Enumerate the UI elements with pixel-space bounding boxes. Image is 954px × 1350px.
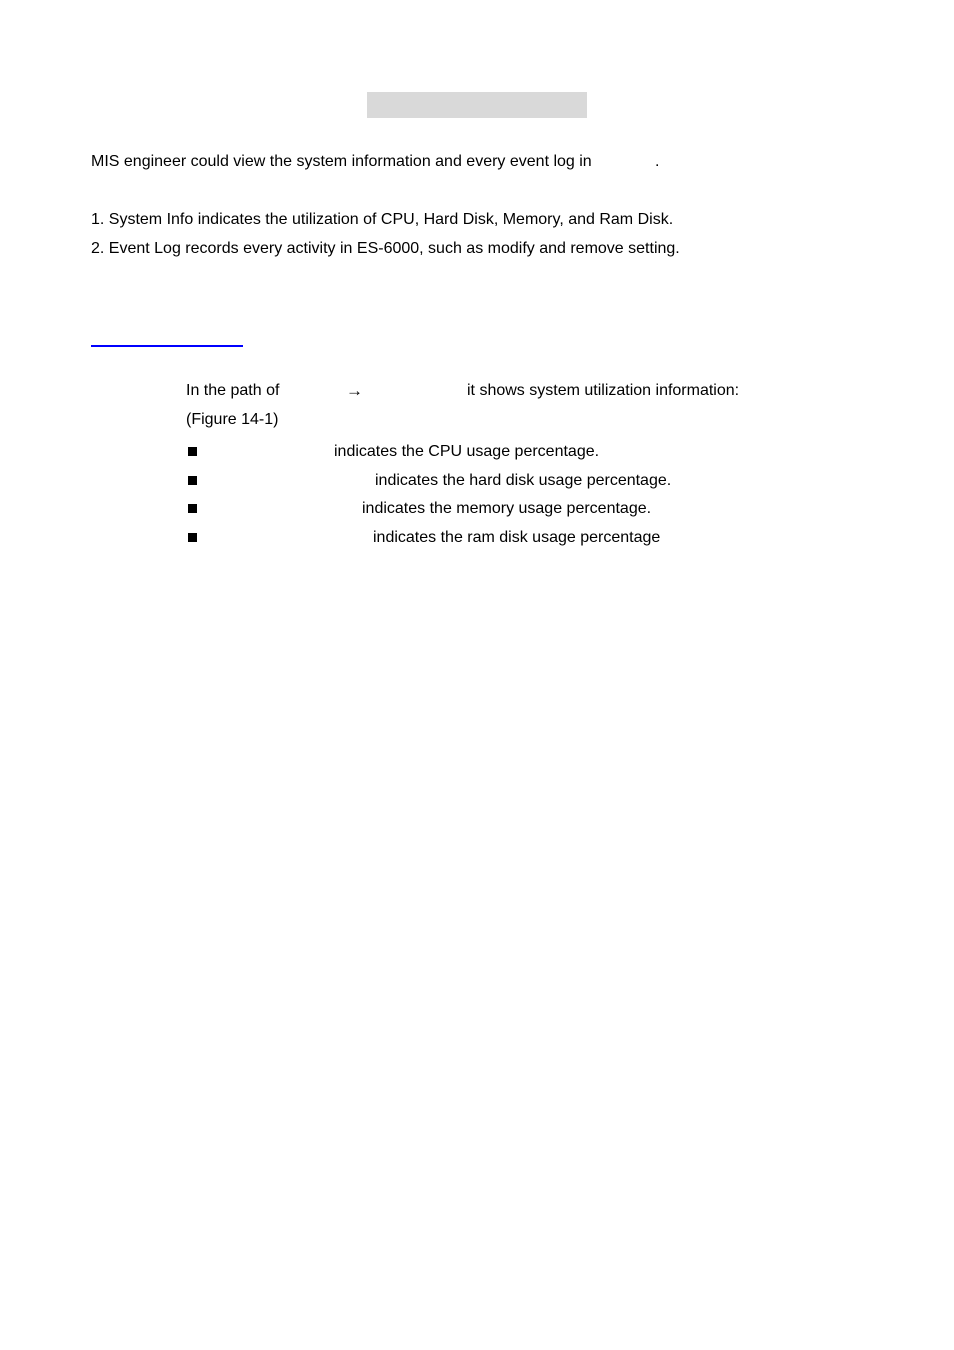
square-bullet-icon [188, 476, 197, 485]
path-suffix: it shows system utilization information: [467, 382, 740, 399]
intro-text: MIS engineer could view the system information and every event log in [91, 153, 592, 170]
section-link-underline[interactable] [91, 345, 243, 347]
list-item-event-log: 2. Event Log records every activity in ES-6000, such as modify and remove setting. [91, 240, 680, 257]
right-arrow-icon: → [346, 381, 363, 400]
bullet-cpu: indicates the CPU usage percentage. [334, 443, 600, 460]
path-prefix: In the path of [186, 382, 280, 399]
bullet-ram-disk: indicates the ram disk usage percentage [373, 529, 661, 546]
chapter-title-highlight [367, 92, 587, 118]
square-bullet-icon [188, 504, 197, 513]
intro-period: . [655, 153, 660, 170]
bullet-hard-disk: indicates the hard disk usage percentage. [375, 472, 672, 489]
bullet-memory: indicates the memory usage percentage. [362, 500, 652, 517]
figure-reference: (Figure 14-1) [186, 411, 279, 428]
square-bullet-icon [188, 447, 197, 456]
list-item-system-info: 1. System Info indicates the utilization of CPU, Hard Disk, Memory, and Ram Disk. [91, 211, 674, 228]
square-bullet-icon [188, 533, 197, 542]
